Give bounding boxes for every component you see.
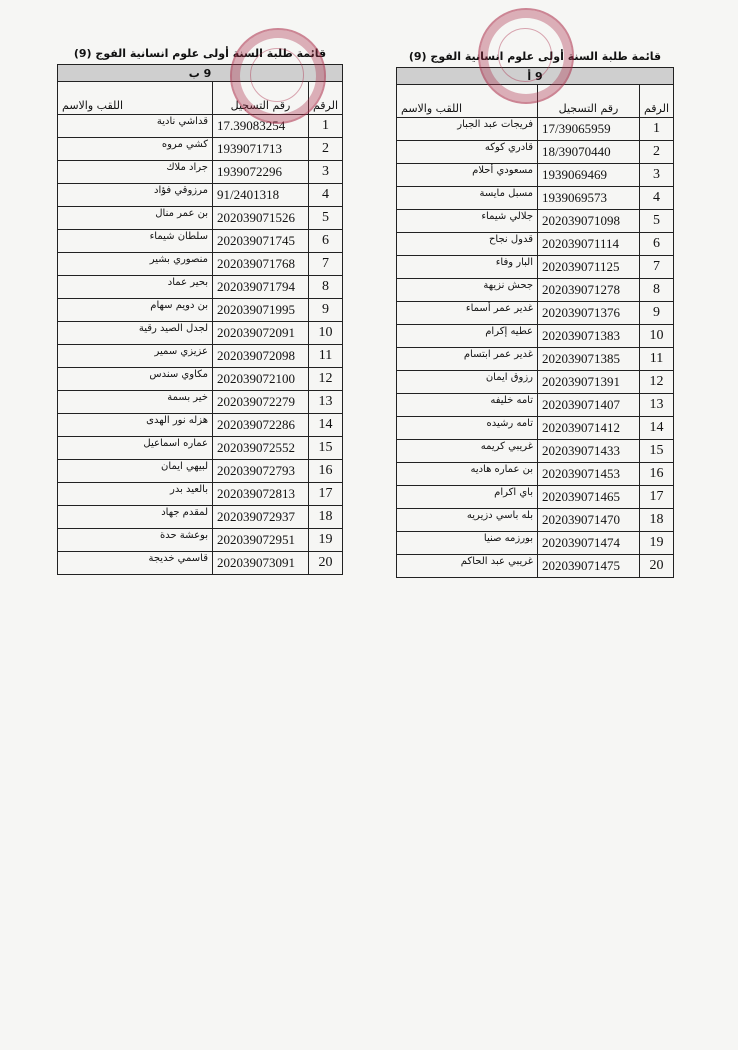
table-group-9b: [57, 44, 343, 575]
column-header-row: [397, 85, 674, 118]
student-table: [57, 64, 343, 575]
registration-number: 202039071768: [213, 253, 309, 276]
registration-number: 202039071385: [538, 348, 640, 371]
table-title: قائمة طلبة السنة أولى علوم انسانية الفوج (9): [408, 50, 662, 63]
registration-number: 202039072552: [213, 437, 309, 460]
registration-number: 202039072951: [213, 529, 309, 552]
table-row: [58, 322, 343, 345]
student-name: مرزوقي فؤاد: [58, 184, 213, 207]
table-title: قائمة طلبة السنة أولى علوم انسانية الفوج (9): [73, 47, 327, 60]
row-number: 18: [640, 509, 674, 532]
table-row: [58, 115, 343, 138]
student-name: بن عمر منال: [58, 207, 213, 230]
student-name: غدير عمر ابتسام: [397, 348, 538, 371]
group-header-row: [58, 65, 343, 82]
student-name: بله باسي دزيريه: [397, 509, 538, 532]
row-number: 13: [309, 391, 343, 414]
registration-number: 202039071114: [538, 233, 640, 256]
row-number: 1: [640, 118, 674, 141]
table-body: [58, 115, 343, 575]
table-row: [397, 233, 674, 256]
registration-number: 202039071470: [538, 509, 640, 532]
row-number: 17: [309, 483, 343, 506]
row-number: 8: [640, 279, 674, 302]
registration-number: 1939069469: [538, 164, 640, 187]
row-number: 10: [640, 325, 674, 348]
registration-number: 202039072100: [213, 368, 309, 391]
table-row: [397, 532, 674, 555]
row-number: 3: [309, 161, 343, 184]
header-reg: رقم التسجيل: [213, 82, 309, 115]
header-num: الرقم: [640, 85, 674, 118]
table-row: [397, 118, 674, 141]
table-row: [397, 486, 674, 509]
registration-number: 202039071376: [538, 302, 640, 325]
registration-number: 202039071745: [213, 230, 309, 253]
row-number: 8: [309, 276, 343, 299]
student-name: مسعودي أحلام: [397, 164, 538, 187]
table-row: [397, 417, 674, 440]
registration-number: 202039071412: [538, 417, 640, 440]
table-group-9a: [396, 47, 674, 578]
row-number: 6: [640, 233, 674, 256]
table-row: [397, 555, 674, 578]
student-name: بورزمه صنيا: [397, 532, 538, 555]
student-name: باي اكرام: [397, 486, 538, 509]
student-name: تامه رشيده: [397, 417, 538, 440]
row-number: 4: [309, 184, 343, 207]
column-header-row: [58, 82, 343, 115]
group-header-row: [397, 68, 674, 85]
row-number: 9: [309, 299, 343, 322]
student-name: منصوري بشير: [58, 253, 213, 276]
student-name: سلطان شيماء: [58, 230, 213, 253]
table-row: [397, 348, 674, 371]
row-number: 4: [640, 187, 674, 210]
student-name: تامه خليفه: [397, 394, 538, 417]
student-name: مكاوي سندس: [58, 368, 213, 391]
header-name: اللقب والاسم: [58, 82, 213, 115]
registration-number: 202039071383: [538, 325, 640, 348]
row-number: 11: [309, 345, 343, 368]
student-table: [396, 67, 674, 578]
table-row: [397, 164, 674, 187]
table-row: [397, 394, 674, 417]
table-row: [58, 276, 343, 299]
row-number: 7: [309, 253, 343, 276]
row-number: 2: [309, 138, 343, 161]
student-name: فريجات عبد الجبار: [397, 118, 538, 141]
registration-number: 1939071713: [213, 138, 309, 161]
table-row: [58, 529, 343, 552]
student-name: جحش نزيهة: [397, 279, 538, 302]
row-number: 15: [640, 440, 674, 463]
registration-number: 202039072279: [213, 391, 309, 414]
registration-number: 17/39065959: [538, 118, 640, 141]
row-number: 2: [640, 141, 674, 164]
student-name: لمقدم جهاد: [58, 506, 213, 529]
registration-number: 202039071474: [538, 532, 640, 555]
group-label: 9 ب: [58, 65, 343, 82]
header-reg: رقم التسجيل: [538, 85, 640, 118]
student-name: هزله نور الهدى: [58, 414, 213, 437]
student-name: بحير عماد: [58, 276, 213, 299]
student-name: بن عماره هاديه: [397, 463, 538, 486]
student-name: مسبل مايسة: [397, 187, 538, 210]
header-name: اللقب والاسم: [397, 85, 538, 118]
student-name: بالعيد بدر: [58, 483, 213, 506]
student-name: كشي مروه: [58, 138, 213, 161]
row-number: 12: [309, 368, 343, 391]
table-row: [397, 440, 674, 463]
table-row: [397, 509, 674, 532]
table-row: [397, 302, 674, 325]
student-name: بن دويم سهام: [58, 299, 213, 322]
row-number: 6: [309, 230, 343, 253]
row-number: 19: [309, 529, 343, 552]
table-row: [58, 506, 343, 529]
student-name: قاسمي خديجة: [58, 552, 213, 575]
registration-number: 202039072098: [213, 345, 309, 368]
row-number: 18: [309, 506, 343, 529]
group-label: 9 أ: [397, 68, 674, 85]
registration-number: 202039071125: [538, 256, 640, 279]
registration-number: 202039072793: [213, 460, 309, 483]
registration-number: 202039071433: [538, 440, 640, 463]
registration-number: 202039071465: [538, 486, 640, 509]
row-number: 16: [309, 460, 343, 483]
header-num: الرقم: [309, 82, 343, 115]
student-name: غريبي كريمه: [397, 440, 538, 463]
student-name: عطيه إكرام: [397, 325, 538, 348]
table-row: [397, 371, 674, 394]
row-number: 12: [640, 371, 674, 394]
row-number: 15: [309, 437, 343, 460]
table-row: [58, 391, 343, 414]
student-name: البار وفاء: [397, 256, 538, 279]
student-name: عماره اسماعيل: [58, 437, 213, 460]
registration-number: 202039071407: [538, 394, 640, 417]
registration-number: 202039071098: [538, 210, 640, 233]
row-number: 20: [640, 555, 674, 578]
table-row: [397, 325, 674, 348]
row-number: 19: [640, 532, 674, 555]
registration-number: 202039071995: [213, 299, 309, 322]
row-number: 14: [640, 417, 674, 440]
table-row: [58, 345, 343, 368]
table-row: [58, 299, 343, 322]
row-number: 17: [640, 486, 674, 509]
registration-number: 1939069573: [538, 187, 640, 210]
registration-number: 202039071526: [213, 207, 309, 230]
table-row: [58, 184, 343, 207]
registration-number: 202039072286: [213, 414, 309, 437]
registration-number: 1939072296: [213, 161, 309, 184]
table-row: [58, 253, 343, 276]
table-row: [58, 414, 343, 437]
registration-number: 202039073091: [213, 552, 309, 575]
row-number: 5: [640, 210, 674, 233]
table-row: [58, 483, 343, 506]
table-row: [397, 463, 674, 486]
table-row: [58, 161, 343, 184]
student-name: جراد ملاك: [58, 161, 213, 184]
table-body: [397, 118, 674, 578]
row-number: 3: [640, 164, 674, 187]
row-number: 9: [640, 302, 674, 325]
table-row: [58, 552, 343, 575]
table-row: [58, 230, 343, 253]
registration-number: 202039072813: [213, 483, 309, 506]
table-row: [58, 138, 343, 161]
row-number: 11: [640, 348, 674, 371]
student-name: عزيزي سمير: [58, 345, 213, 368]
row-number: 1: [309, 115, 343, 138]
row-number: 13: [640, 394, 674, 417]
registration-number: 202039071475: [538, 555, 640, 578]
registration-number: 202039071453: [538, 463, 640, 486]
row-number: 10: [309, 322, 343, 345]
row-number: 7: [640, 256, 674, 279]
table-row: [397, 141, 674, 164]
student-name: غريبي عبد الحاكم: [397, 555, 538, 578]
registration-number: 202039071794: [213, 276, 309, 299]
row-number: 16: [640, 463, 674, 486]
table-row: [58, 368, 343, 391]
registration-number: 202039071278: [538, 279, 640, 302]
table-row: [58, 460, 343, 483]
student-name: رزوق ايمان: [397, 371, 538, 394]
student-name: غدير عمر أسماء: [397, 302, 538, 325]
registration-number: 202039072091: [213, 322, 309, 345]
table-row: [397, 210, 674, 233]
table-row: [397, 187, 674, 210]
registration-number: 18/39070440: [538, 141, 640, 164]
table-row: [397, 256, 674, 279]
student-name: لجدل الصيد رقية: [58, 322, 213, 345]
student-name: قداشي نادية: [58, 115, 213, 138]
registration-number: 202039072937: [213, 506, 309, 529]
student-name: لبيهي ايمان: [58, 460, 213, 483]
registration-number: 202039071391: [538, 371, 640, 394]
registration-number: 17.39083254: [213, 115, 309, 138]
row-number: 5: [309, 207, 343, 230]
student-name: بوعشة حدة: [58, 529, 213, 552]
student-name: خير بسمة: [58, 391, 213, 414]
table-row: [58, 207, 343, 230]
registration-number: 91/2401318: [213, 184, 309, 207]
row-number: 20: [309, 552, 343, 575]
student-name: جلالي شيماء: [397, 210, 538, 233]
student-name: قدول نجاح: [397, 233, 538, 256]
student-name: قادري كوكه: [397, 141, 538, 164]
row-number: 14: [309, 414, 343, 437]
table-row: [58, 437, 343, 460]
table-row: [397, 279, 674, 302]
